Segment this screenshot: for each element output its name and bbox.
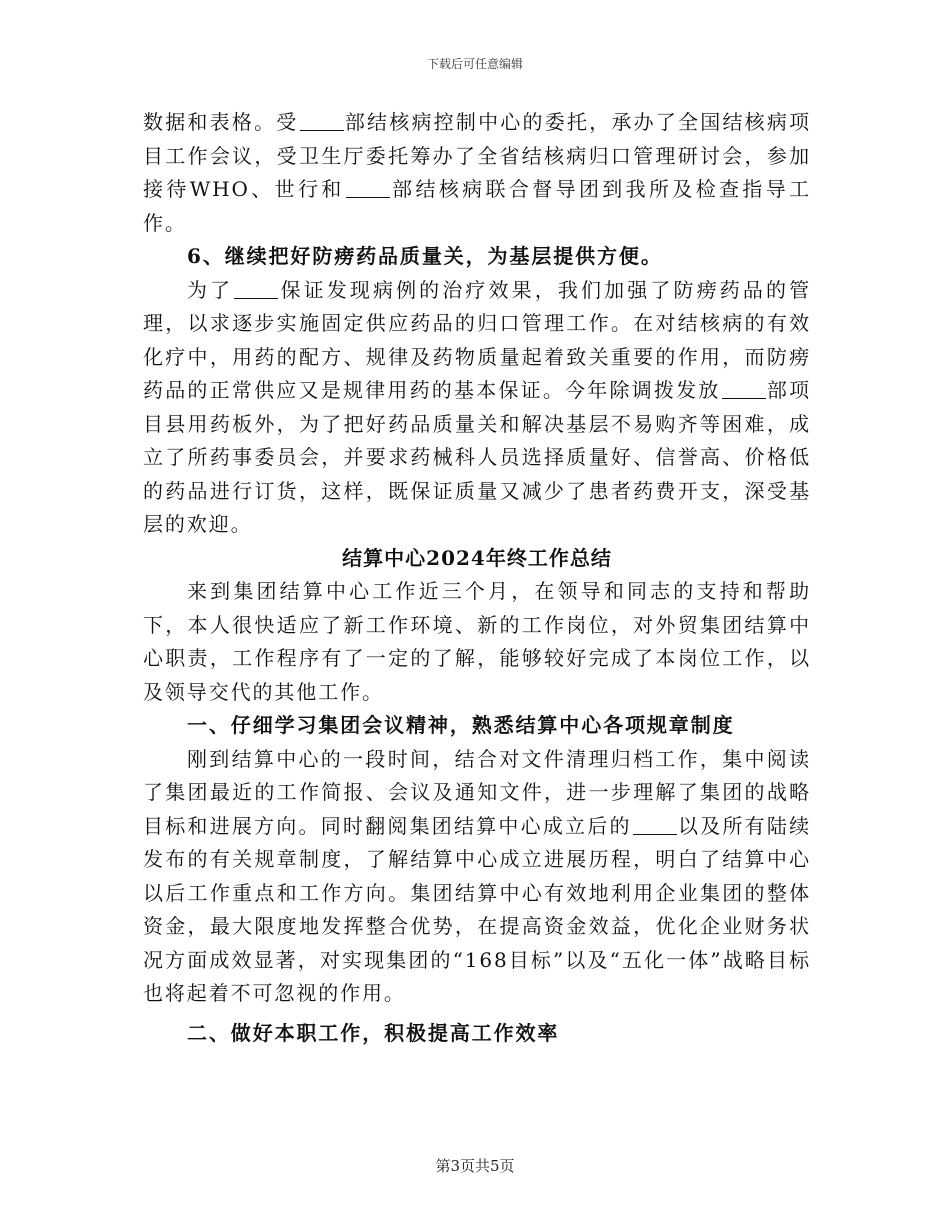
blank-underline [633,816,677,835]
paragraph-4-part-a: 刚到结算中心的一段时间，结合对文件清理归档工作，集中阅读了集团最近的工作简报、会议及通知文件，进一步理解了集团的战略目标和进展方向。同时翻阅集团结算中心成立后的 [143,746,811,838]
paragraph-2-part-c: 部项目县用药板外，为了把好药品质量关和解决基层不易购齐等困难，成立了所药事委员会，并要求药械科人员选择质量好、信誉高、价格低的药品进行订货，这样，既保证质量又减少了患者药费开支，深受基层的欢迎。 [143,378,811,536]
paragraph-1-part-a: 数据和表格。受 [143,110,299,134]
blank-underline [722,380,766,399]
paragraph-2 [143,274,811,542]
blank-underline [346,179,390,198]
document-body [143,106,811,1050]
page-footer: 第3页共5页 [435,1157,515,1175]
paragraph-1-part-b: 部结核病控制中心的委托，承办了全国结核病项目工作会议，受卫生厅委托筹办了全省结核病归口管理研讨会，参加接待WHO、世行和 [143,110,811,201]
paragraph-2-part-a: 为了 [187,277,234,302]
page-header: 下载后可任意编辑 [426,57,523,71]
heading-section-1: 一、仔细学习集团会议精神，熟悉结算中心各项规章制度 [187,713,735,737]
paragraph-1 [143,106,811,240]
paragraph-3: 来到集团结算中心工作近三个月，在领导和同志的支持和帮助下，本人很快适应了新工作环境、新的工作岗位，对外贸集团结算中心职责，工作程序有了一定的了解，能够较好完成了本岗位工作，以及领导交代的其他工作。 [143,579,811,704]
blank-underline [234,280,278,299]
paragraph-4-part-b: 以及所有陆续发布的有关规章制度，了解结算中心成立进展历程，明白了结算中心以后工作重点和工作方向。集团结算中心有效地利用企业集团的整体资金，最大限度地发挥整合优势，在提高资金效益，优化企业财务状况方面成效显著，对实现集团的“168目标”以及“五化一体”战略目标也将起着不可忽视的作用。 [143,813,811,1005]
paragraph-2-part-b: 保证发现病例的治疗效果，我们加强了防痨药品的管理，以求逐步实施固定供应药品的归口管理工作。在对结核病的有效化疗中，用药的配方、规律及药物质量起着致关重要的作用，而防痨药品的正常供应又是规律用药的基本保证。今年除调拨发放 [143,277,811,402]
paragraph-4 [143,743,811,1011]
blank-underline [300,112,344,131]
heading-6: 6、继续把好防痨药品质量关，为基层提供方便。 [187,244,663,268]
paragraph-1-part-c: 部结核病联合督导团到我所及检查指导工作。 [143,177,812,235]
heading-section-2: 二、做好本职工作，积极提高工作效率 [187,1020,560,1045]
section-title: 结算中心2024年终工作总结 [342,545,612,570]
